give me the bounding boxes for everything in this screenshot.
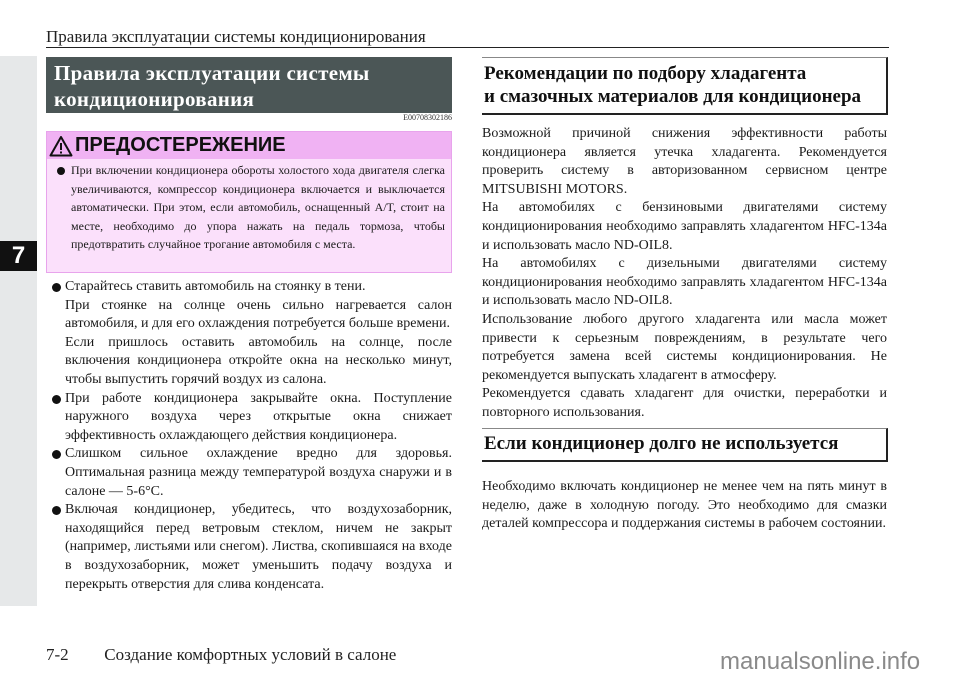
caution-text: При включении кондиционера обороты холостого хода двигателя слегка увеличиваются, компрессор кондиционера включается и выключается автоматически. При этом, если автомобиль, оснащенный A/T, стоит на месте, необходимо до упора нажать на педаль тормоза, чтобы предотвратить случайное трогание автомобиля с места. bbox=[71, 163, 445, 251]
body-paragraph: На автомобилях с дизельными двигателями систему кондиционирования необходимо заправлять хладагентом HFC-134a и использовать масло ND-OIL8. bbox=[482, 256, 887, 309]
header-divider bbox=[46, 47, 889, 48]
document-code: E00708302186 bbox=[403, 113, 452, 122]
section-title-line2: кондиционирования bbox=[54, 87, 255, 111]
bullet-icon bbox=[52, 283, 61, 292]
caution-body bbox=[47, 159, 451, 254]
list-item bbox=[52, 445, 452, 501]
section-title-line1: Правила эксплуатации системы bbox=[54, 61, 370, 85]
caution-title: ПРЕДОСТЕРЕЖЕНИЕ bbox=[75, 134, 286, 156]
warning-triangle-icon bbox=[49, 135, 73, 157]
chapter-number-badge: 7 bbox=[0, 241, 37, 271]
section-title-operation-rules bbox=[46, 57, 452, 113]
refrigerant-section-body bbox=[482, 125, 887, 423]
section-title-refrigerant bbox=[482, 57, 888, 115]
watermark-link[interactable]: manualsonline.info bbox=[720, 648, 921, 675]
tip-paragraph: Если пришлось оставить автомобиль на солнце, после включения кондиционера откройте окна на несколько минут, чтобы выпустить горячий воздух из салона. bbox=[65, 334, 452, 387]
tip-paragraph: При стоянке на солнце очень сильно нагревается салон автомобиля, и для его охлаждения потребуется больше времени. bbox=[65, 297, 452, 332]
list-item bbox=[52, 501, 452, 594]
long-unused-section-body bbox=[482, 478, 887, 534]
operation-tips-list bbox=[52, 278, 452, 594]
body-paragraph: Возможной причиной снижения эффективности работы кондиционера является утечка хладагента. Рекомендуется проверить систему в авторизованном сервисном центре MITSUBISHI MOTORS. bbox=[482, 126, 887, 197]
body-paragraph: Рекомендуется сдавать хладагент для очистки, переработки и повторного использования. bbox=[482, 386, 887, 420]
page-number: 7-2 bbox=[46, 645, 69, 664]
body-paragraph: Необходимо включать кондиционер не менее чем на пять минут в неделю, даже в холодную погоду. Это необходимо для смазки деталей компрессора и поддержания системы в рабочем состоянии. bbox=[482, 479, 887, 532]
bullet-icon bbox=[52, 450, 61, 459]
section-title-line1: Рекомендации по подбору хладагента bbox=[484, 63, 807, 84]
list-item bbox=[52, 278, 452, 390]
chapter-side-tab bbox=[0, 56, 37, 606]
page-footer bbox=[46, 645, 396, 665]
caution-box bbox=[46, 131, 452, 273]
body-paragraph: На автомобилях с бензиновыми двигателями систему кондиционирования необходимо заправлять хладагентом HFC-134a и использовать масло ND-OIL8. bbox=[482, 200, 887, 253]
running-header-title: Правила эксплуатации системы кондиционирования bbox=[46, 27, 426, 46]
tip-paragraph: При работе кондиционера закрывайте окна. Поступление наружного воздуха через открытые окна снижает эффективность охлаждающего действия кондиционера. bbox=[65, 390, 452, 443]
bullet-icon bbox=[52, 506, 61, 515]
caution-bullet bbox=[57, 161, 445, 254]
list-item bbox=[52, 390, 452, 446]
caution-header bbox=[47, 132, 451, 159]
tip-paragraph: Старайтесь ставить автомобиль на стоянку в тени. bbox=[65, 279, 366, 294]
body-paragraph: Использование любого другого хладагента или масла может привести к серьезным повреждениям, в результате чего потребуется замена всей системы кондиционирования. Не рекомендуется выпускать хладагент в атмосферу. bbox=[482, 311, 887, 383]
bullet-icon bbox=[57, 167, 65, 175]
section-title-line2: и смазочных материалов для кондиционера bbox=[484, 86, 862, 107]
bullet-icon bbox=[52, 395, 61, 404]
tip-paragraph: Включая кондиционер, убедитесь, что воздухозаборник, находящийся перед ветровым стеклом, ничем не закрыт (например, листьями или снегом). Листва, скопившаяся на входе в воздухозаборник, может уменьшить подачу воздуха и перекрыть отверстия для слива конденсата. bbox=[65, 502, 452, 592]
section-title-long-unused: Если кондиционер долго не используется bbox=[482, 428, 888, 462]
chapter-title: Создание комфортных условий в салоне bbox=[104, 645, 397, 664]
tip-paragraph: Слишком сильное охлаждение вредно для здоровья. Оптимальная разница между температурой воздуха снаружи и в салоне — 5-6°C. bbox=[65, 446, 452, 499]
